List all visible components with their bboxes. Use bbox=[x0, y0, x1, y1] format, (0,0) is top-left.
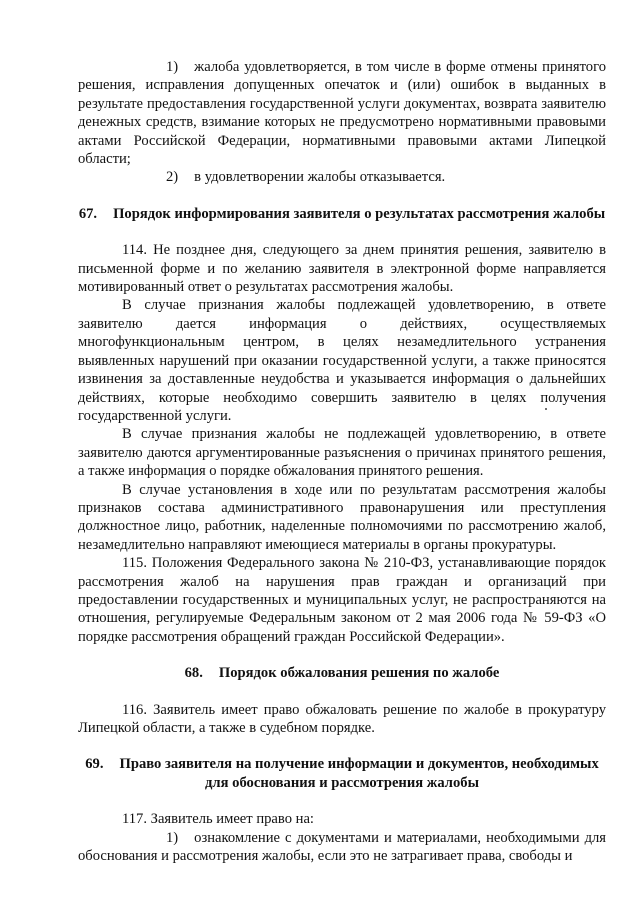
scan-speck bbox=[545, 408, 547, 410]
list-item-117-1 bbox=[78, 829, 606, 866]
paragraph-case-violation: В случае установления в ходе или по результатам рассмотрения жалобы признаков состава административного правонарушения или преступления должностное лицо, работник, наделенные полномочиями по рассмотрению жалоб, незамедлительно направляют имеющиеся материалы в органы прокуратуры. bbox=[78, 481, 606, 553]
list-item-text: ознакомление с документами и материалами, необходимыми для обоснования и рассмотрения жалобы, если это не затрагивает права, свободы и bbox=[78, 829, 606, 865]
list-item-1 bbox=[78, 58, 606, 168]
list-item-text: в удовлетворении жалобы отказывается. bbox=[194, 169, 446, 186]
paragraph-115: 115. Положения Федерального закона № 210-ФЗ, устанавливающие порядок рассмотрения жалоб на нарушения прав граждан и организаций при предоставлении государственных и муниципальных услуг, не распространяются на отношения, регулируемые Федеральным законом от 2 мая 2006 года № 59-ФЗ «О порядке рассмотрения обращений граждан Российской Федерации». bbox=[78, 555, 606, 645]
section-number: 68. bbox=[184, 665, 203, 682]
paragraph-case-rejected: В случае признания жалобы не подлежащей удовлетворению, в ответе заявителю даются аргументированные разъяснения о причинах принятого решения, а также информация о порядке обжалования принятого решения. bbox=[78, 426, 606, 480]
list-item-number: 2) bbox=[166, 169, 179, 186]
section-number: 69. bbox=[85, 756, 104, 773]
document-page bbox=[78, 58, 606, 865]
paragraph-116: 116. Заявитель имеет право обжаловать решение по жалобе в прокуратуру Липецкой области, а также в судебном порядке. bbox=[78, 701, 606, 736]
list-item-text: жалоба удовлетворяется, в том числе в форме отмены принятого решения, исправления допущенных опечаток и (или) ошибок в выданных в результате предоставления государственной услуги документах, возврата заявителю денежных средств, взимание которых не предусмотрено нормативными правовыми актами Российской Федерации, нормативными правовыми актами Липецкой области; bbox=[78, 59, 606, 168]
section-number: 67. bbox=[78, 205, 98, 222]
paragraph-117: 117. Заявитель имеет право на: bbox=[122, 811, 314, 828]
section-title: Право заявителя на получение информации и документов, необходимых для обоснования и рассмотрения жалобы bbox=[119, 756, 599, 791]
list-item-number: 1) bbox=[166, 59, 179, 75]
section-heading-67 bbox=[78, 205, 606, 223]
list-item-2 bbox=[78, 168, 606, 186]
section-title: Порядок информирования заявителя о результатах рассмотрения жалобы bbox=[113, 205, 606, 222]
section-heading-68 bbox=[78, 664, 606, 682]
list-item-number: 1) bbox=[166, 829, 179, 846]
paragraph-case-satisfied: В случае признания жалобы подлежащей удовлетворению, в ответе заявителю дается информация о действиях, осуществляемых многофункциональным центром, в целях незамедлительного устранения выявленных нарушений при оказании государственной услуги, а также приносятся извинения за доставленные неудобства и указывается информация о дальнейших действиях, которые необходимо совершить заявителю в целях получения государственной услуги. bbox=[78, 297, 606, 424]
section-heading-69 bbox=[78, 755, 606, 792]
section-title: Порядок обжалования решения по жалобе bbox=[218, 665, 500, 682]
paragraph-114: 114. Не позднее дня, следующего за днем принятия решения, заявителю в письменной форме и по желанию заявителя в электронной форме направляется мотивированный ответ о результатах рассмотрения жалобы. bbox=[78, 242, 606, 296]
